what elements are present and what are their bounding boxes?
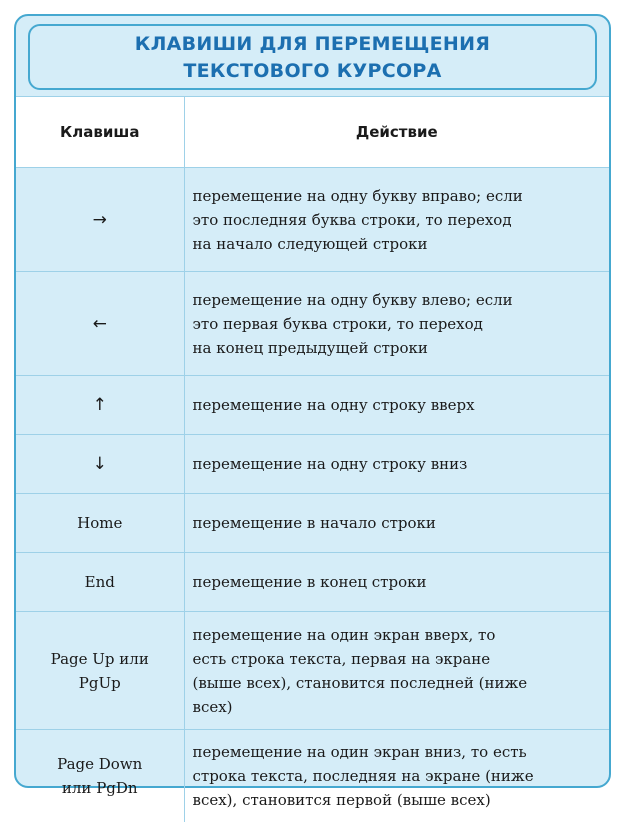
panel-title-line-1: КЛАВИШИ ДЛЯ ПЕРЕМЕЩЕНИЯ [30, 31, 595, 58]
cursor-keys-table [16, 96, 609, 822]
action-line: всех) [193, 695, 596, 719]
column-header-key: Клавиша [16, 97, 184, 168]
action-line: это последняя буква строки, то переход [193, 208, 596, 232]
table-row [16, 553, 609, 612]
table-row [16, 272, 609, 376]
key-label-line: PgUp [24, 671, 176, 695]
action-line: есть строка текста, первая на экране [193, 647, 596, 671]
action-cell [184, 494, 609, 553]
action-cell [184, 376, 609, 435]
action-cell [184, 612, 609, 730]
action-cell [184, 435, 609, 494]
table-row [16, 612, 609, 730]
key-page-down [16, 730, 184, 822]
action-line: перемещение на один экран вверх, то [193, 623, 596, 647]
table-row [16, 494, 609, 553]
table-header-row [16, 97, 609, 168]
action-cell [184, 168, 609, 272]
action-line: перемещение на одну строку вверх [193, 393, 596, 417]
action-cell [184, 553, 609, 612]
panel-title-line-2: ТЕКСТОВОГО КУРСОРА [30, 58, 595, 85]
key-label-line: Page Down [24, 752, 176, 776]
action-line: это первая буква строки, то переход [193, 312, 596, 336]
action-line: на конец предыдущей строки [193, 336, 596, 360]
key-up-arrow: ↑ [16, 376, 184, 435]
action-line: перемещение в конец строки [193, 570, 596, 594]
key-home: Home [16, 494, 184, 553]
key-label-line: или PgDn [24, 776, 176, 800]
key-left-arrow: ← [16, 272, 184, 376]
action-line: перемещение на одну букву влево; если [193, 288, 596, 312]
action-line: перемещение на одну строку вниз [193, 452, 596, 476]
key-page-up [16, 612, 184, 730]
key-right-arrow: → [16, 168, 184, 272]
action-line: перемещение в начало строки [193, 511, 596, 535]
action-line: перемещение на один экран вниз, то есть [193, 740, 596, 764]
table-row [16, 376, 609, 435]
table-row [16, 435, 609, 494]
action-line: (выше всех), становится последней (ниже [193, 671, 596, 695]
panel-title [28, 24, 597, 90]
key-down-arrow: ↓ [16, 435, 184, 494]
action-line: перемещение на одну букву вправо; если [193, 184, 596, 208]
action-line: всех), становится первой (выше всех) [193, 788, 596, 812]
action-line: строка текста, последняя на экране (ниже [193, 764, 596, 788]
action-cell [184, 730, 609, 822]
column-header-action: Действие [184, 97, 609, 168]
key-label-line: Page Up или [24, 647, 176, 671]
table-row [16, 730, 609, 822]
cursor-keys-panel [14, 14, 611, 788]
action-cell [184, 272, 609, 376]
action-line: на начало следующей строки [193, 232, 596, 256]
key-end: End [16, 553, 184, 612]
table-row [16, 168, 609, 272]
